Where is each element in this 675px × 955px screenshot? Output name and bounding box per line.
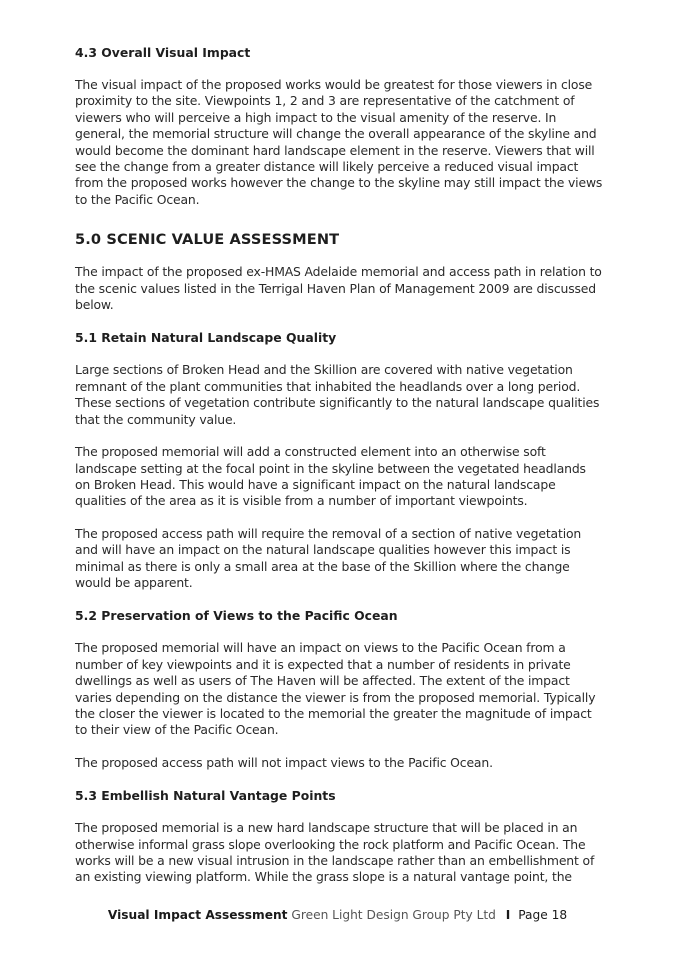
page-footer — [0, 907, 675, 923]
heading-5-1: 5.1 Retain Natural Landscape Quality — [75, 330, 337, 346]
paragraph-5-1-3: The proposed access path will require the removal of a section of native vegetation and will have an impact on the natural landscape qualities however this impact is minimal as there is only a small area at the base of the Skillion where the change would be apparent. — [75, 525, 582, 590]
paragraph-5-2-1: The proposed memorial will have an impact on views to the Pacific Ocean from a number of key viewpoints and it is expected that a number of residents in private dwellings as well as users of The Haven will be affected. The extent of the impact varies depending on the distance the viewer is from the proposed memorial. Typically the closer the viewer is located to the memorial the greater the magnitude of impact to their view of the Pacific Ocean. — [75, 640, 596, 738]
heading-5-3: 5.3 Embellish Natural Vantage Points — [75, 788, 336, 804]
heading-5-2: 5.2 Preservation of Views to the Pacific Ocean — [75, 608, 398, 624]
paragraph-5-1-1: Large sections of Broken Head and the Skillion are covered with native vegetation remnant of the plant communities that inhabited the headlands over a long period. These sections of vegetation contribute significantly to the natural landscape qualities that the community value. — [75, 362, 600, 427]
footer-separator: I — [505, 908, 511, 922]
paragraph-5-3-1: The proposed memorial is a new hard landscape structure that will be placed in an otherwise informal grass slope overlooking the rock platform and Pacific Ocean. The works will be a new visual intrusion in the landscape rather than an embellishment of an existing viewing platform. While the grass slope is a natural vantage point, the — [75, 820, 595, 885]
heading-5-0: 5.0 SCENIC VALUE ASSESSMENT — [75, 231, 340, 249]
paragraph-4-3-1: The visual impact of the proposed works would be greatest for those viewers in close proximity to the site. Viewpoints 1, 2 and 3 are representative of the catchment of viewers who will perceive a high impact to the visual amenity of the reserve. In general, the memorial structure will change the overall appearance of the skyline and would become the dominant hard landscape element in the reserve. Viewers that will see the change from a greater distance will likely perceive a reduced visual impact from the proposed works however the change to the skyline may still impact the views to the Pacific Ocean. — [75, 77, 603, 207]
paragraph-5-0-1: The impact of the proposed ex-HMAS Adelaide memorial and access path in relation to the scenic values listed in the Terrigal Haven Plan of Management 2009 are discussed below. — [75, 264, 602, 313]
footer-page-number: Page 18 — [518, 908, 568, 922]
heading-4-3: 4.3 Overall Visual Impact — [75, 45, 251, 60]
paragraph-5-2-2: The proposed access path will not impact views to the Pacific Ocean. — [75, 754, 493, 770]
paragraph-5-1-2: The proposed memorial will add a constructed element into an otherwise soft landscape setting at the focal point in the skyline between the vegetated headlands on Broken Head. This would have a significant impact on the natural landscape qualities of the area as it is visible from a number of important viewpoints. — [75, 444, 586, 509]
footer-organisation: Green Light Design Group Pty Ltd — [291, 908, 496, 922]
footer-title: Visual Impact Assessment — [107, 908, 288, 922]
document-page — [75, 44, 603, 902]
